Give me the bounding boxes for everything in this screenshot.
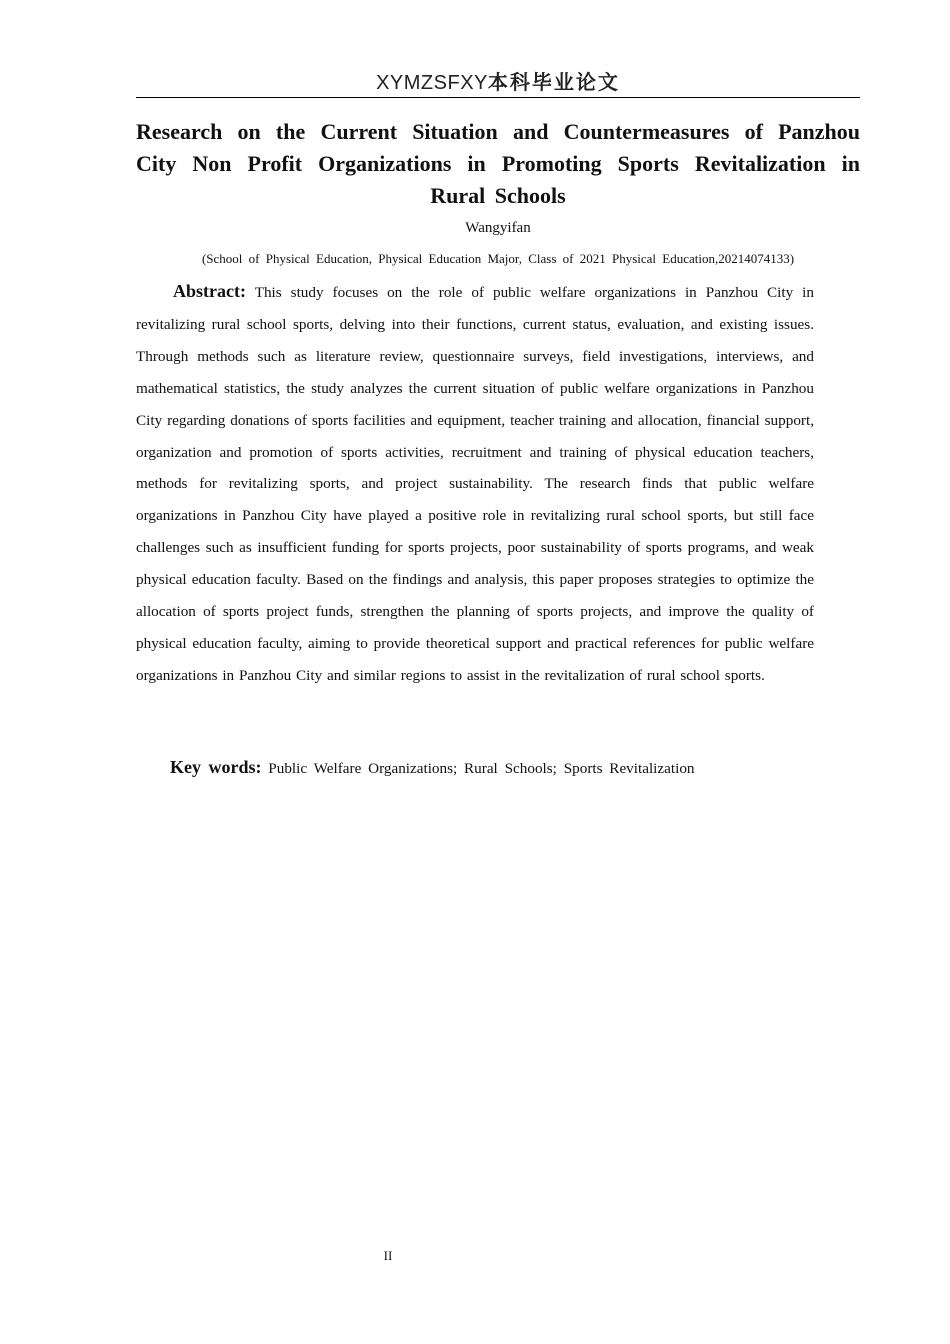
running-header: [136, 70, 860, 96]
header-divider: [136, 97, 860, 98]
keywords-label: Key words:: [170, 757, 262, 777]
running-header-label: 本科毕业论文: [487, 72, 620, 94]
abstract-paragraph: [136, 276, 814, 692]
page-number: II: [383, 1248, 393, 1263]
running-header-code: XYMZSFXY: [376, 72, 488, 94]
keywords-text: Public Welfare Organizations; Rural Schools; Sports Revitalization: [268, 760, 695, 777]
keywords-line: [170, 753, 830, 783]
author-name: Wangyifan: [465, 220, 531, 236]
abstract-text: This study focuses on the role of public welfare organizations in Panzhou City in revitalizing rural school sports, delving into their functions, current status, evaluation, and existing issues. Through methods such as literature review, questionnaire surveys, field investigations, interviews, and mathematical statistics, the study analyzes the current situation of public welfare organizations in Panzhou City regarding donations of sports facilities and equipment, teacher training and allocation, financial support, organization and promotion of sports activities, recruitment and training of physical education teachers, methods for revitalizing sports, and project sustainability. The research finds that public welfare organizations in Panzhou City have played a positive role in revitalizing rural school sports, but still face challenges such as insufficient funding for sports projects, poor sustainability of sports programs, and weak physical education faculty. Based on the findings and analysis, this paper proposes strategies to optimize the allocation of sports project funds, strengthen the planning of sports projects, and improve the quality of physical education faculty, aiming to provide theoretical support and practical references for public welfare organizations in Panzhou City and similar regions to assist in the revitalization of rural school sports.: [136, 284, 814, 684]
abstract-label: Abstract:: [173, 281, 246, 301]
paper-title: Research on the Current Situation and Countermeasures of Panzhou City Non Profit Organizations in Promoting Sports Revitalization in Rural Schools: [136, 119, 860, 208]
author-affiliation: (School of Physical Education, Physical Education Major, Class of 2021 Physical Education,20214074133): [201, 251, 795, 266]
